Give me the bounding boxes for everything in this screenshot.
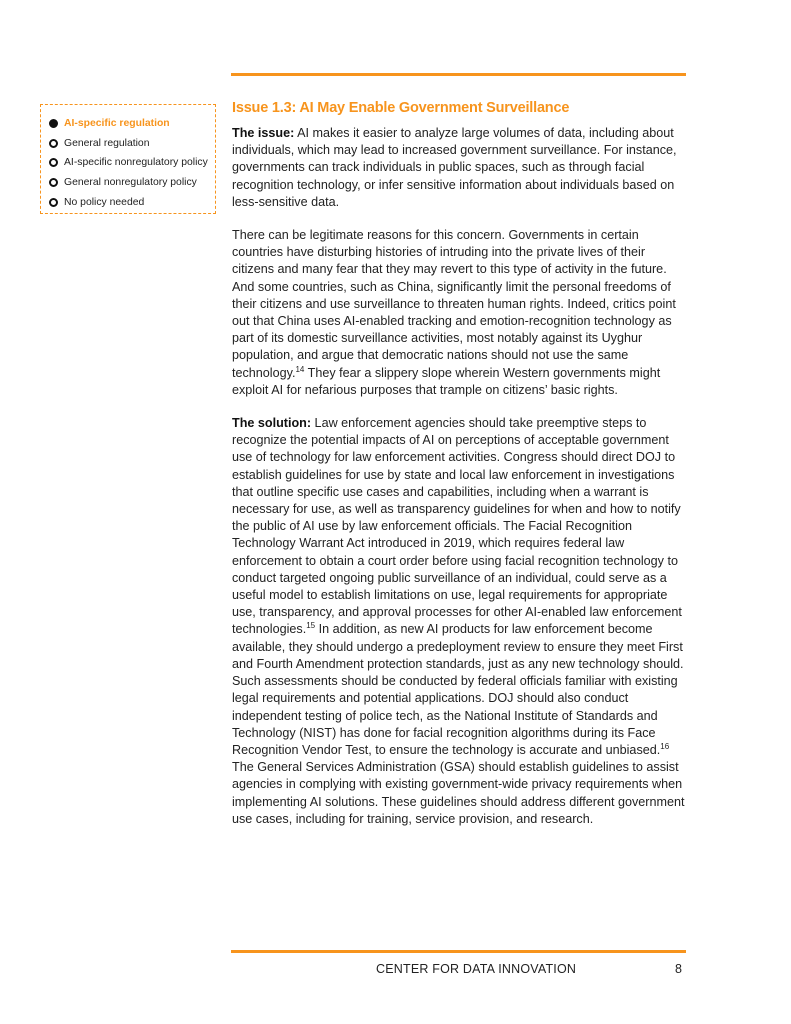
solution-text-a: Law enforcement agencies should take preemptive steps to recognize the potential impacts of AI on perceptions of acceptable government use of technology for law enforcement activities. Congress should direct DOJ to establish guidelines for use by state and local law enforcement in investigations that outline specific use cases and capabilities, including when a warrant is necessary for use, as well as transparency guidelines for when and how to notify the public of AI use by law enforcement officials. The Facial Recognition Technology Warrant Act introduced in 2019, which requires federal law enforcement to obtain a court order before using facial recognition technology to conduct targeted ongoing public surveillance of an individual, could serve as a useful model to establish limitations on use, legal requirements for appropriate use, transparency, and approval processes for other AI-enabled law enforcement technologies. <box>232 416 682 637</box>
empty-radio-icon <box>49 139 58 148</box>
footnote-ref: 16 <box>660 741 670 751</box>
solution-text-b: In addition, as new AI products for law enforcement become available, they should undergo a predeployment review to ensure they meet First and Fourth Amendment protection standards, just as any new technology should. Such assessments should be conducted by federal officials familiar with existing legal requirements and potential applications. DOJ should also conduct independent testing of police tech, as the National Institute of Standards and Technology (NIST) has done for facial recognition algorithms during its Face Recognition Vendor Test, to ensure the technology is accurate and unbiased. <box>232 622 684 757</box>
issue-paragraph <box>232 125 687 211</box>
main-content <box>232 100 687 844</box>
policy-option-general-nonregulatory <box>49 173 215 193</box>
footnote-ref: 15 <box>306 621 316 631</box>
empty-radio-icon <box>49 198 58 207</box>
context-paragraph <box>232 227 687 399</box>
context-text-b: They fear a slippery slope wherein Western governments might exploit AI for nefarious purposes that trample on citizens’ basic rights. <box>232 365 661 397</box>
policy-option-label: General regulation <box>64 137 150 149</box>
empty-radio-icon <box>49 178 58 187</box>
policy-option-general-regulation <box>49 134 215 154</box>
issue-title: Issue 1.3: AI May Enable Government Surveillance <box>232 100 570 116</box>
policy-options-box <box>40 104 216 214</box>
issue-lead: The issue: <box>232 126 295 140</box>
solution-text-c: The General Services Administration (GSA) should establish guidelines to assist agencies in complying with existing government-wide privacy requirements when implementing AI solutions. These guidelines should address different government use cases, including for training, service provision, and research. <box>232 760 685 826</box>
footer-rule <box>231 950 686 953</box>
footer-org: CENTER FOR DATA INNOVATION <box>376 962 577 976</box>
issue-text: AI makes it easier to analyze large volumes of data, including about individuals, which may lead to increased government surveillance. For instance, governments can track individuals in public spaces, such as through facial recognition technology, or infer sensitive information about individuals based on less-sensitive data. <box>232 126 677 209</box>
policy-option-no-policy <box>49 192 215 212</box>
solution-lead: The solution: <box>232 416 312 431</box>
policy-option-label: AI-specific nonregulatory policy <box>64 157 208 169</box>
page-number: 8 <box>675 962 682 976</box>
solution-paragraph <box>232 415 687 828</box>
header-rule <box>231 73 686 76</box>
policy-option-ai-specific-regulation <box>49 114 215 134</box>
policy-option-label: No policy needed <box>64 196 145 208</box>
policy-option-label: AI-specific regulation <box>64 118 170 130</box>
context-text-a: There can be legitimate reasons for this concern. Governments in certain countries have disturbing histories of intruding into the private lives of their citizens and many fear that they may revert to this type of activity in the future. And some countries, such as China, significantly limit the personal freedoms of their citizens and use surveillance to threaten human rights. Indeed, critics point out that China uses AI-enabled tracking and emotion-recognition technology as part of its domestic surveillance activities, most notably against its Uyghur population, and argue that democratic nations should not use the same technology. <box>232 228 676 380</box>
policy-option-label: General nonregulatory policy <box>64 177 197 189</box>
empty-radio-icon <box>49 158 58 167</box>
policy-option-ai-specific-nonregulatory <box>49 153 215 173</box>
footnote-ref: 14 <box>295 364 305 374</box>
filled-radio-icon <box>49 119 58 128</box>
